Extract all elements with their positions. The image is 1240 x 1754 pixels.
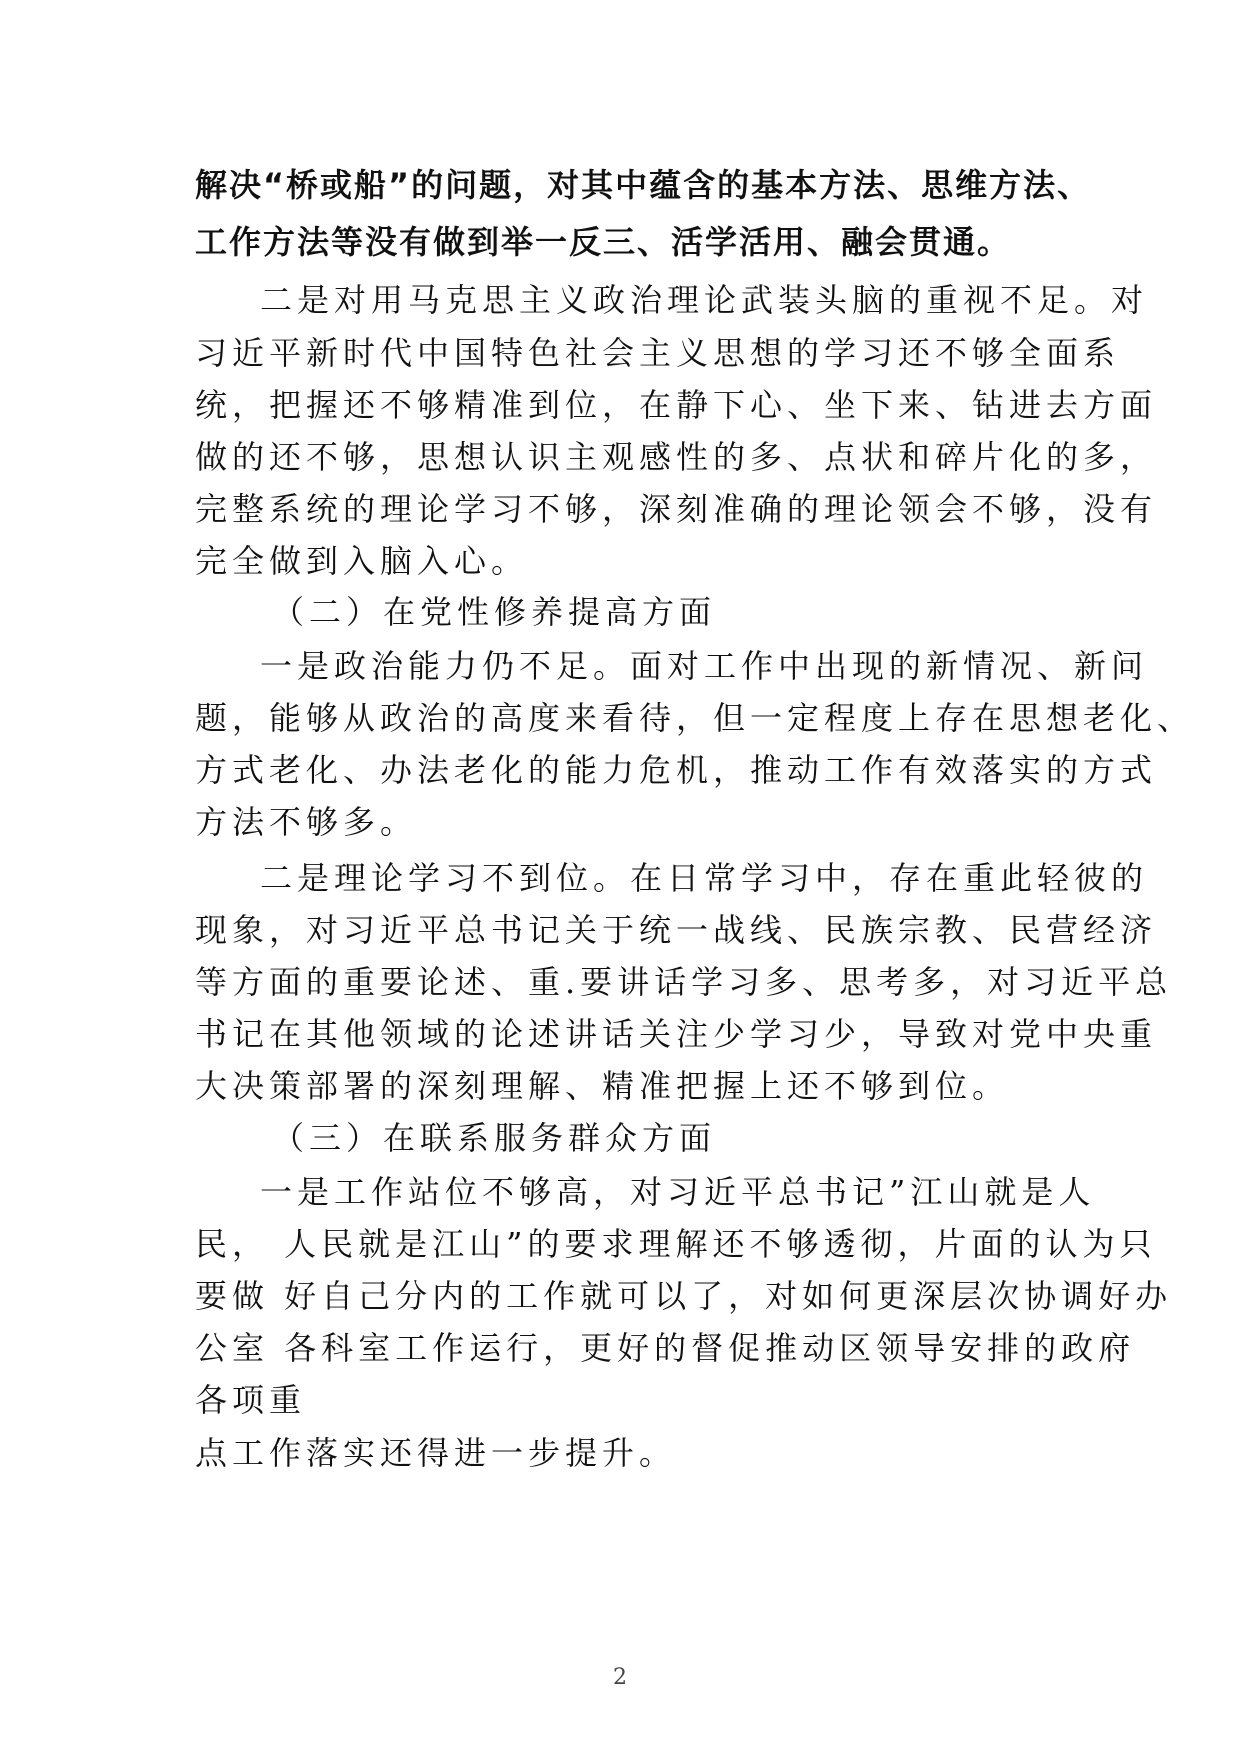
text-line-4: 习近平新时代中国特色社会主义思想的学习还不够全面系: [195, 334, 1121, 372]
page-number: 2: [613, 1665, 627, 1690]
text-line-10: 一是政治能力仍不足。面对工作中出现的新情况、新问: [260, 647, 1149, 685]
text-line-25: 点工作落实还得进一步提升。: [195, 1434, 677, 1472]
text-line-12: 方式老化、办法老化的能力危机，推动工作有效落实的方式: [195, 751, 1158, 789]
text-line-22: 要做 好自己分内的工作就可以了，对如何更深层次协调好办: [195, 1277, 1173, 1315]
text-line-15: 现象，对习近平总书记关于统一战线、民族宗教、民营经济: [195, 911, 1158, 949]
text-line-16: 等方面的重要论述、重.要讲话学习多、思考多，对习近平总: [195, 963, 1173, 1001]
text-line-18: 大决策部署的深刻理解、精准把握上还不够到位。: [195, 1067, 1010, 1105]
text-line-3: 二是对用马克思主义政治理论武装头脑的重视不足。对: [260, 281, 1149, 319]
text-line-21: 民， 人民就是江山”的要求理解还不够透彻，片面的认为只: [195, 1225, 1157, 1263]
text-line-1: 解决“桥或船”的问题，对其中蕴含的基本方法、思维方法、: [195, 166, 1092, 204]
text-line-2: 工作方法等没有做到举一反三、活学活用、融会贯通。: [195, 223, 1012, 261]
section-heading-3: （三）在联系服务群众方面: [272, 1119, 717, 1157]
text-line-17: 书记在其他领域的论述讲话关注少学习少，导致对党中央重: [195, 1015, 1158, 1053]
text-line-7: 完整系统的理论学习不够，深刻准确的理论领会不够，没有: [195, 490, 1158, 528]
section-heading-2: （二）在党性修养提高方面: [272, 593, 717, 631]
text-line-24: 各项重: [195, 1381, 307, 1419]
text-line-6: 做的还不够，思想认识主观感性的多、点状和碎片化的多，: [195, 438, 1158, 476]
text-line-23: 公室 各科室工作运行，更好的督促推动区领导安排的政府: [195, 1329, 1136, 1367]
text-line-5: 统，把握还不够精准到位，在静下心、坐下来、钻进去方面: [195, 386, 1158, 424]
text-line-8: 完全做到入脑入心。: [195, 542, 529, 580]
text-line-13: 方法不够多。: [195, 803, 418, 841]
text-line-20: 一是工作站位不够高，对习近平总书记”江山就是人: [260, 1173, 1096, 1211]
text-line-14: 二是理论学习不到位。在日常学习中，存在重此轻彼的: [260, 859, 1149, 897]
text-line-11: 题，能够从政治的高度来看待，但一定程度上存在思想老化、: [195, 699, 1195, 737]
